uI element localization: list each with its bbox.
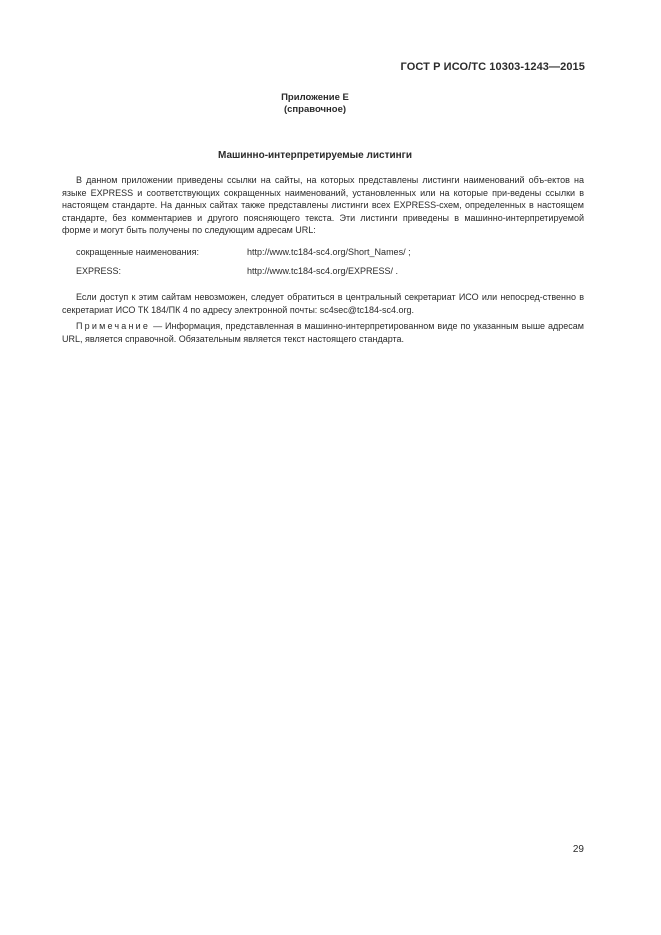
- note-label: Примечание: [76, 321, 151, 331]
- link-url: http://www.tc184-sc4.org/Short_Names/ ;: [247, 247, 411, 257]
- link-url: http://www.tc184-sc4.org/EXPRESS/ .: [247, 266, 399, 276]
- link-label: сокращенные наименования:: [76, 247, 200, 257]
- appendix-subtitle: (справочное): [283, 104, 347, 115]
- note-text: — Информация, представленная в машинно-интерпретированном виде по указанным выше адресам URL, является справочной. Обязательным является текст настоящего стандарта.: [62, 321, 584, 344]
- appendix-heading: [0, 92, 630, 116]
- section-title: Машинно-интерпретируемые листинги: [218, 150, 412, 161]
- link-label: EXPRESS:: [76, 266, 122, 276]
- page-number: 29: [572, 844, 584, 855]
- appendix-title: Приложение Е: [281, 92, 349, 103]
- intro-paragraph: В данном приложении приведены ссылки на сайты, на которых представлены листинги наименований объ-ектов на языке EXPRESS и соответствующих сокращенных наименований, установленных или на которые при-ведены ссылки в настоящем стандарте. На данных сайтах также представлены листинги всех EXPRESS-схем, определенных в настоящем стандарте, без комментариев и другого поясняющего текста. Эти листинги приведены в машинно-интерпретируемой форме и могут быть получены по следующим адресам URL:: [62, 175, 584, 235]
- document-code: ГОСТ Р ИСО/ТС 10303-1243—2015: [400, 61, 585, 73]
- contact-paragraph: Если доступ к этим сайтам невозможен, следует обратиться в центральный секретариат ИСО или непосред-ственно в секретариат ИСО ТК 184/ПК 4 по адресу электронной почты: sc4sec@tc184-sc4.org.: [62, 292, 584, 315]
- note-paragraph: [62, 320, 584, 345]
